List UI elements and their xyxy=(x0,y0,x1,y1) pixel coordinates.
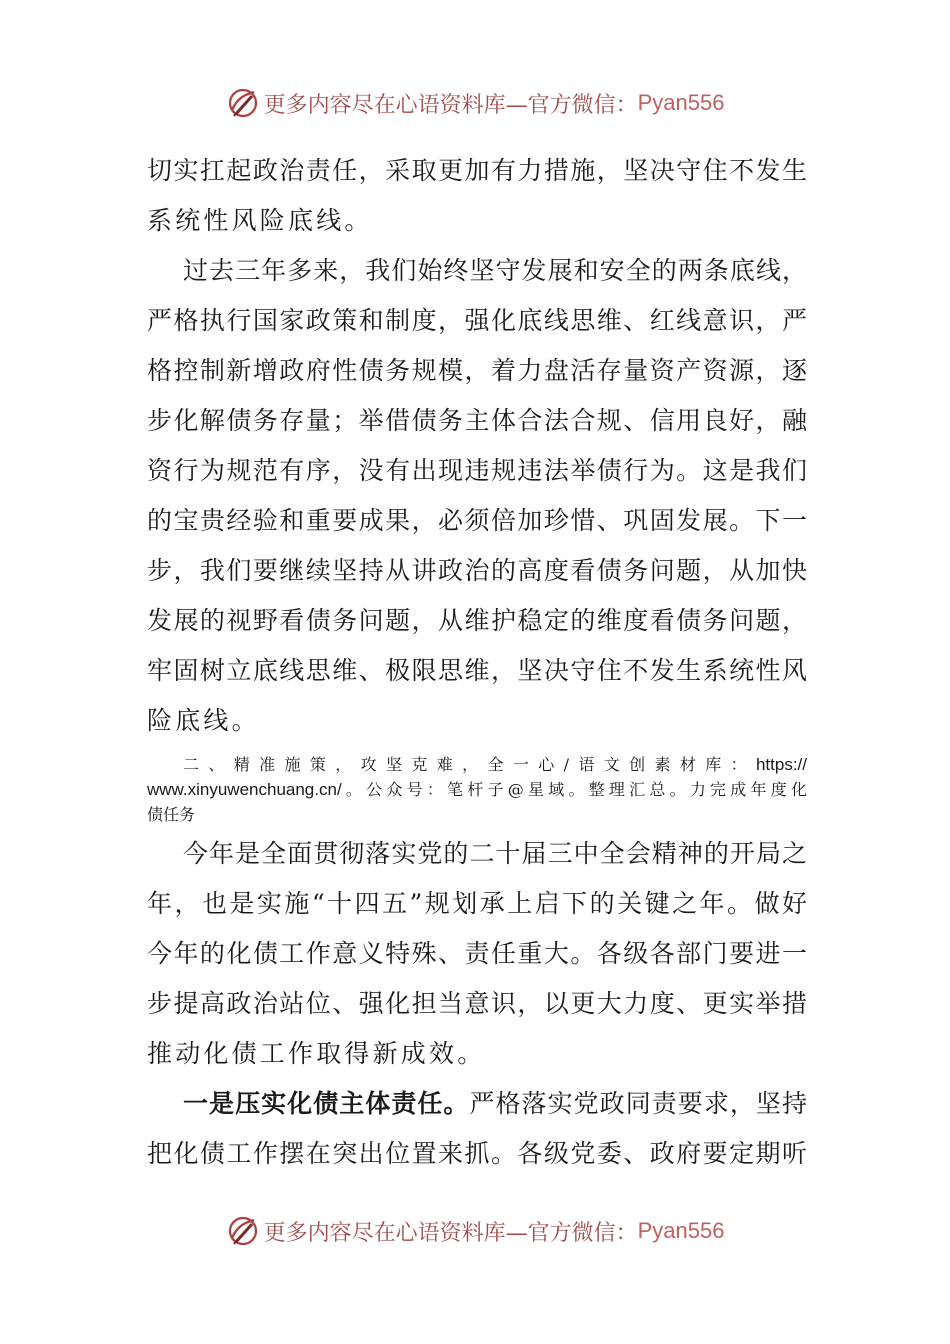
bold-lead: 一是压实化债主体责任。 xyxy=(183,1089,470,1118)
heading-line: 债任务 xyxy=(147,805,196,824)
wechat-id: Pyan556 xyxy=(637,1218,725,1243)
pen-swirl-icon xyxy=(226,86,260,120)
text-run: 严格落实党政同责要求，坚持 xyxy=(469,1089,807,1118)
banner-text: 更多内容尽在心语资料库—官方微信： xyxy=(263,1220,638,1246)
text-line: 推动化债工作取得新成效。 xyxy=(147,1039,486,1068)
header-banner xyxy=(0,80,950,126)
text-line: 的宝贵经验和重要成果，必须倍加珍惜、巩固发展。下一 xyxy=(147,506,807,535)
text-line: 今年是全面贯彻落实党的二十届三中全会精神的开局之 xyxy=(183,839,807,868)
text-line xyxy=(147,1079,807,1129)
text-line: 过去三年多来，我们始终坚守发展和安全的两条底线， xyxy=(183,256,807,285)
heading-text: 二、精准施策，攻坚克难，全一心/语文创素材库： xyxy=(183,755,756,774)
text-line: 步，我们要继续坚持从讲政治的高度看债务问题，从加快 xyxy=(147,556,807,585)
text-line: 险底线。 xyxy=(147,706,260,735)
heading-line xyxy=(147,777,807,802)
text-line: 严格执行国家政策和制度，强化底线思维、红线意识，严 xyxy=(147,306,807,335)
text-line: 格控制新增政府性债务规模，着力盘活存量资产资源，逐 xyxy=(147,356,807,385)
heading-line xyxy=(147,752,807,777)
text-line: 步提高政治站位、强化担当意识，以更大力度、更实举措 xyxy=(147,989,807,1018)
text-line: 发展的视野看债务问题，从维护稳定的维度看债务问题， xyxy=(147,606,807,635)
banner-text: 更多内容尽在心语资料库—官方微信： xyxy=(263,92,638,118)
heading-url: https:// xyxy=(755,755,807,774)
text-line: 系统性风险底线。 xyxy=(147,206,373,235)
text-line: 资行为规范有序，没有出现违规违法举债行为。这是我们 xyxy=(147,456,807,485)
text-line: 步化解债务存量；举借债务主体合法合规、信用良好，融 xyxy=(147,406,807,435)
text-line: 把化债工作摆在突出位置来抓。各级党委、政府要定期听 xyxy=(147,1139,807,1168)
heading-text: 。公众号：笔杆子@星域。整理汇总。力完成年度化 xyxy=(341,780,807,799)
heading-url: www.xinyuwenchuang.cn/ xyxy=(147,780,342,799)
text-line: 年，也是实施“十四五”规划承上启下的关键之年。做好 xyxy=(147,889,807,918)
section-heading xyxy=(147,752,807,827)
pen-swirl-icon xyxy=(226,1214,260,1248)
wechat-id: Pyan556 xyxy=(637,90,725,115)
document-body xyxy=(147,146,807,1179)
text-line: 今年的化债工作意义特殊、责任重大。各级各部门要进一 xyxy=(147,939,807,968)
text-line: 牢固树立底线思维、极限思维，坚决守住不发生系统性风 xyxy=(147,656,807,685)
footer-banner xyxy=(0,1208,950,1254)
text-line: 切实扛起政治责任，采取更加有力措施，坚决守住不发生 xyxy=(147,156,807,185)
